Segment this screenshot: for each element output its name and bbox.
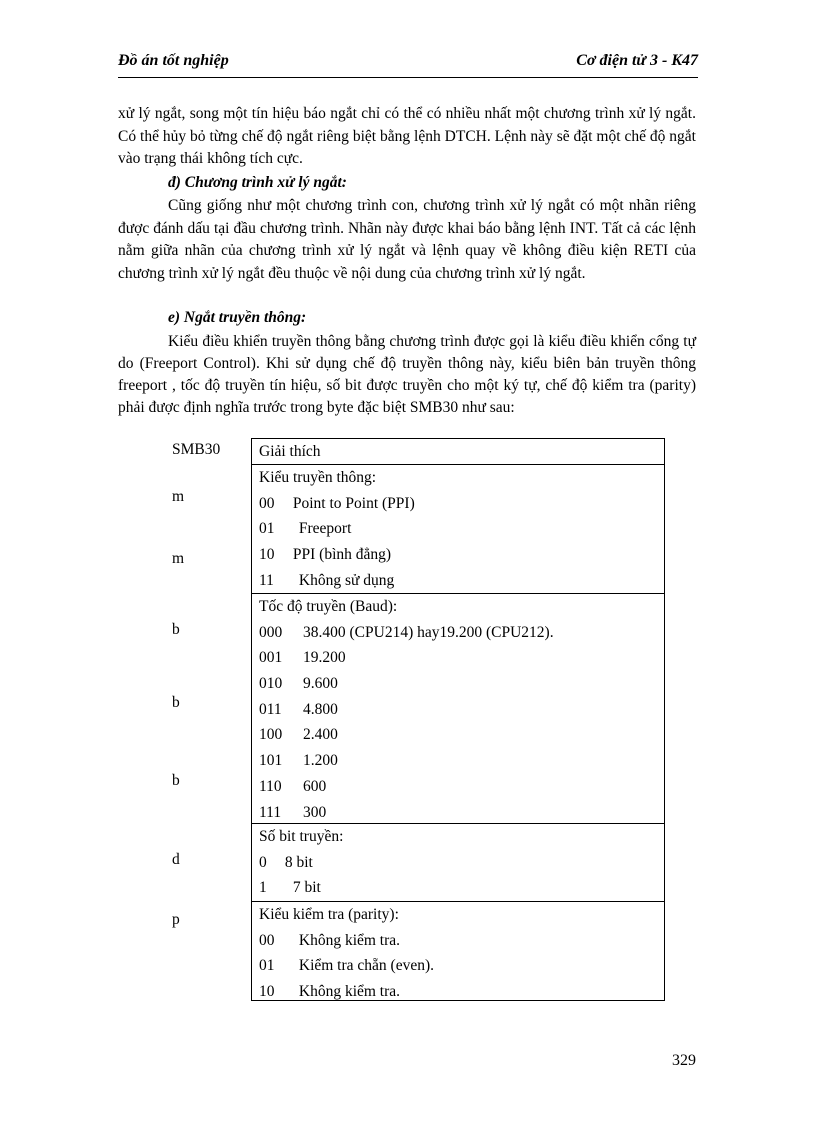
row-code: 010 <box>259 675 283 693</box>
row-code: 01 <box>259 957 275 975</box>
side-label-m: m <box>172 488 185 505</box>
row-code: 1 <box>259 879 267 897</box>
row-code: 011 <box>259 700 282 718</box>
paragraph-interrupt-program: Cũng giống như một chương trình con, chương trình xử lý ngắt có một nhãn riêng được đánh dấu tại đầu chương trình. Nhãn này được khai báo bằng lệnh INT. Tất cả các lệnh nằm giữa nhãn của chương trình xử lý ngắt và lệnh quay về không điều kiện RETI của chương trình xử lý ngắt đều thuộc về nội dung của chương trình xử lý ngắt. <box>118 197 696 282</box>
side-label-p: p <box>172 911 180 928</box>
row-code: 100 <box>259 726 283 744</box>
table-row <box>259 697 664 723</box>
row-code: 10 <box>259 983 275 1001</box>
section-communication-mode <box>252 465 664 594</box>
row-text: 4.800 <box>303 700 338 718</box>
row-text: 8 bit <box>284 853 313 871</box>
row-text: 38.400 (CPU214) hay19.200 (CPU212). <box>303 623 554 641</box>
section-baud-rate <box>252 594 664 824</box>
section-title: Kiểu kiểm tra (parity): <box>259 906 399 923</box>
table-row <box>259 928 664 954</box>
side-label-b: b <box>172 694 180 711</box>
row-text: 7 bit <box>292 879 321 897</box>
table-row <box>259 568 664 594</box>
row-code: 0 <box>259 853 267 871</box>
table-row <box>259 953 664 979</box>
page-number: 329 <box>672 1052 696 1069</box>
table-header <box>252 439 664 465</box>
heading-interrupt-program: đ) Chương trình xử lý ngắt: <box>168 174 347 191</box>
row-text: Không kiểm tra. <box>298 931 401 949</box>
table-header-label: Giải thích <box>259 443 321 460</box>
row-code: 00 <box>259 494 275 512</box>
table-row <box>259 516 664 542</box>
smb30-table <box>251 438 665 1001</box>
row-code: 110 <box>259 777 282 795</box>
row-code: 001 <box>259 649 283 667</box>
table-row <box>259 875 664 901</box>
section-data-bits <box>252 824 664 902</box>
side-label-d: d <box>172 851 180 868</box>
row-text: PPI (bình đẳng) <box>292 546 392 564</box>
row-code: 11 <box>259 571 274 589</box>
row-code: 00 <box>259 931 275 949</box>
section-title: Kiểu truyền thông: <box>259 469 377 486</box>
row-code: 10 <box>259 546 275 564</box>
row-code: 111 <box>259 803 282 821</box>
header-title: Đồ án tốt nghiệp <box>118 52 229 69</box>
row-text: Freeport <box>298 520 352 538</box>
page-header <box>118 52 698 76</box>
table-row <box>259 722 664 748</box>
side-label-smb30: SMB30 <box>172 441 221 458</box>
section-title: Tốc độ truyền (Baud): <box>259 598 398 615</box>
section-parity <box>252 902 664 1000</box>
row-text: Không sử dụng <box>298 571 395 589</box>
table-row <box>259 620 664 646</box>
paragraph-interrupt-handling: xử lý ngắt, song một tín hiệu báo ngắt chỉ có thể có nhiều nhất một chương trình xử lý ngắt. Có thể hủy bỏ từng chế độ ngắt riêng biệt bằng lệnh DTCH. Lệnh này sẽ đặt một chế độ ngắt vào trạng thái không tích cực. <box>118 105 696 167</box>
table-row <box>259 979 664 1005</box>
table-row <box>259 671 664 697</box>
table-row <box>259 748 664 774</box>
row-text: 600 <box>303 777 327 795</box>
table-row <box>259 542 664 568</box>
row-text: 9.600 <box>303 675 338 693</box>
row-text: 2.400 <box>303 726 338 744</box>
side-label-b: b <box>172 621 180 638</box>
row-text: 1.200 <box>303 752 338 770</box>
header-divider <box>118 77 698 78</box>
row-code: 101 <box>259 752 283 770</box>
table-row <box>259 645 664 671</box>
row-code: 000 <box>259 623 283 641</box>
table-row <box>259 491 664 517</box>
table-row <box>259 800 664 826</box>
row-text: 19.200 <box>303 649 346 667</box>
section-title: Số bit truyền: <box>259 828 344 845</box>
row-text: Point to Point (PPI) <box>292 494 415 512</box>
table-row <box>259 774 664 800</box>
row-text: Kiểm tra chẵn (even). <box>298 957 435 975</box>
row-text: Không kiểm tra. <box>298 983 401 1001</box>
table-row <box>259 850 664 876</box>
heading-communication-interrupt: e) Ngắt truyền thông: <box>168 309 307 326</box>
header-course: Cơ điện tử 3 - K47 <box>576 52 698 69</box>
side-label-m: m <box>172 550 185 567</box>
row-text: 300 <box>303 803 327 821</box>
row-code: 01 <box>259 520 275 538</box>
side-label-b: b <box>172 772 180 789</box>
paragraph-freeport: Kiểu điều khiển truyền thông bằng chương trình được gọi là kiểu điều khiển cổng tự do (Freeport Control). Khi sử dụng chế độ truyền thông này, kiểu biên bản truyền thông freeport , tốc độ truyền tín hiệu, số bit được truyền cho một ký tự, chế độ kiểm tra (parity) phải được định nghĩa trước trong byte đặc biệt SMB30 như sau: <box>118 333 696 416</box>
